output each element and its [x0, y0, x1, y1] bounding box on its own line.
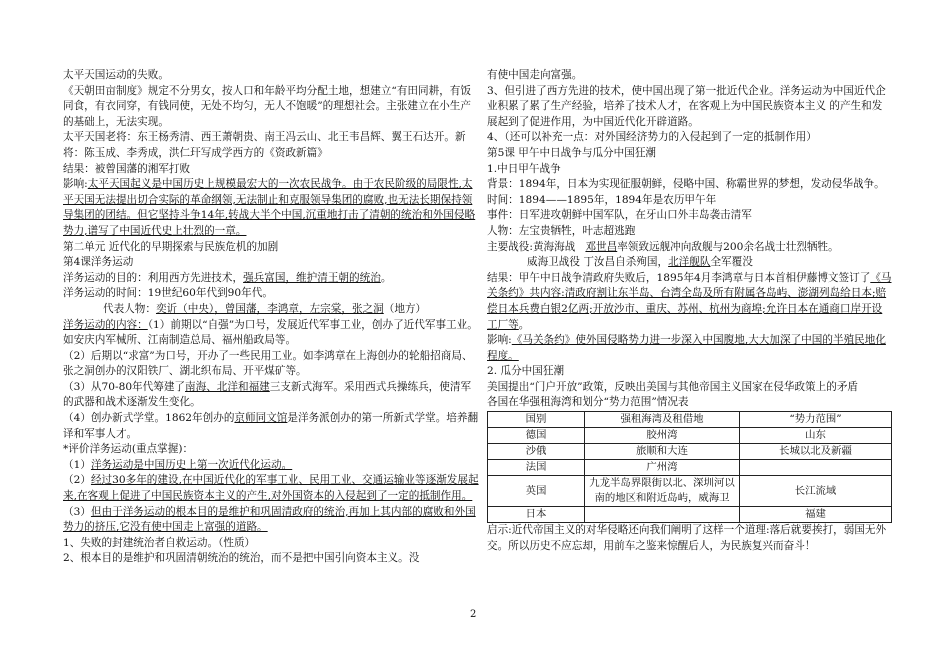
text-line: 3、但引进了西方先进的技术，使中国出现了第一批近代企业。洋务运动为中国近代企业积累了累了生产经验，培养了技术人才，在客观上为中国民族资本主义 的产生和发展起到了促进作用，为中国近代化开辟道路。 [487, 84, 886, 128]
yangwu-content-1: 洋务运动的内容：（1）前期以“自强”为口号，发展近代军事工业，创办了近代军事工业。如安庆内军械所、江南制造总局、福州船政局等。 [63, 318, 478, 347]
table-cell [585, 507, 740, 523]
yangwu-representatives: 代表人物：奕䜣（中央），曾国藩，李鸿章，左宗棠，张之洞（地方） [103, 302, 427, 315]
text-line: 有使中国走向富强。 [487, 69, 583, 81]
text-line: 《天朝田亩制度》规定不分男女，按人口和年龄平均分配土地，想建立“有田同耕，有饭同食，有衣同穿，有钱同使，无处不均匀，无人不饱暖”的理想社会。主张建立在小生产的基础上，无法实现。 [63, 84, 471, 128]
text-line: 4、（还可以补充一点：对外国经济势力的入侵起到了一定的抵制作用） [487, 131, 817, 144]
table-cell: 沙俄 [488, 444, 585, 460]
war-background: 背景：1894年，日本为实现征服朝鲜，侵略中国、称霸世界的梦想，发动侵华战争。 [487, 178, 885, 191]
conclusion-1: 1、失败的封建统治者自救运动。（性质） [63, 536, 256, 549]
table-row [488, 476, 892, 507]
table-row [488, 507, 892, 523]
table-cell: 德国 [488, 428, 585, 444]
war-time: 时间：1894——1895年，1894年是农历甲午年 [487, 193, 717, 206]
table-cell: 山东 [740, 428, 892, 444]
table-cell: 胶州湾 [585, 428, 740, 444]
table-row [488, 444, 892, 460]
evaluation-2: （2）经过30多年的建设,在中国近代化的军事工业、民用工业、交通运输业等逐渐发展起来,在客观上促进了中国民族资本主义的产生,对外国资本的入侵起到了一定的抵制作用。 [63, 474, 479, 503]
yangwu-content-3: （3）从70-80年代筹建了南海、北洋和福建三支新式海军。采用西式兵操练兵，使清军的武器和战术逐渐发生变化。 [63, 380, 472, 409]
table-row [488, 428, 892, 444]
table-cell [740, 460, 892, 476]
table-cell: 长城以北及新疆 [740, 444, 892, 460]
table-header: 强租海湾及租借地 [585, 412, 740, 428]
table-cell: 广州湾 [585, 460, 740, 476]
yangwu-time: 洋务运动的时间：19世纪60年代到90年代。 [63, 287, 273, 300]
table-row [488, 460, 892, 476]
war-result: 结果：甲午中日战争清政府失败后，1895年4月李鸿章与日本首相伊藤博文签订了《马关条约》共内容:清政府割让东半岛、台湾全岛及所有附属各岛屿、澎湖列岛给日本;赔偿日本兵费白银2亿两;开放沙市、重庆、苏州、杭州为商埠;允许日本在通商口岸开设工厂等。 [487, 271, 892, 331]
table-cell: 英国 [488, 476, 585, 507]
evaluation-title: *评价洋务运动(重点掌握)： [63, 443, 194, 456]
yangwu-purpose: 洋务运动的目的：利用西方先进技术，强兵富国，维护清王朝的统治。 [63, 271, 392, 284]
text-line: 结果：被曾国藩的湘军打败 [63, 162, 191, 175]
table-cell: 九龙半岛界限街以北、深圳河以南的地区和附近岛屿，威海卫 [585, 476, 740, 507]
unit-title: 第二单元 近代化的早期探索与民族危机的加剧 [63, 240, 279, 253]
text-line: 太平天国运动的失败。 [63, 69, 169, 81]
war-people: 人物：左宝贵牺牲，叶志超逃跑 [487, 224, 636, 237]
war-event: 事件：日军进攻朝鲜中国军队，在牙山口外丰岛袭击清军 [487, 209, 752, 222]
right-column [487, 68, 892, 554]
revelation: 启示:近代帝国主义的对华侵略还向我们阐明了这样一个道理:落后就要挨打，弱国无外交。所以历史不应忘却，用前车之鉴来惊醒后人，为民族复兴而奋斗！ [487, 524, 887, 552]
table-caption: 各国在华强租海湾和划分“势力范围”情况表 [487, 396, 689, 409]
table-header: “势力范围” [740, 412, 892, 428]
sphere-table [487, 411, 892, 523]
taiping-influence: 影响:太平天国起义是中国历史上规模最宏大的一次农民战争。由于农民阶级的局限性,太平天国无法提出切合实际的革命纲领,无法制止和克服领导集团的腐败,也无法长期保持领导集团的团结。但它坚持斗争14年,转战大半个中国,沉重地打击了清朝的统治和外国侵略势力,谱写了中国近代史上壮烈的一章。 [63, 178, 476, 237]
yangwu-content-4: （4）创办新式学堂。1862年创办的京师同文馆是洋务派创办的第一所新式学堂。培养翻译和军事人才。 [63, 412, 479, 440]
table-cell: 法国 [488, 460, 585, 476]
text-line: 太平天国老将：东王杨秀清、西王萧朝贵、南王冯云山、北王韦昌辉、翼王石达开。新将：陈玉成、李秀成，洪仁玕写成学西方的《资政新篇》 [63, 131, 466, 159]
table-cell: 福建 [740, 507, 892, 523]
open-door-policy: 美国提出“门户开放”政策，反映出美国与其他帝国主义国家在侵华政策上的矛盾 [487, 380, 859, 393]
war-weihai: 威海卫战役 丁汝昌自杀殉国，北洋舰队全军覆没 [527, 256, 753, 269]
conclusion-2: 2、根本目的是维护和巩固清朝统治的统治，而不是把中国引向资本主义。没 [63, 552, 420, 565]
table-cell: 旅顺和大连 [585, 444, 740, 460]
table-cell: 日本 [488, 507, 585, 523]
war-battle: 主要战役:黄海海战 邓世昌率领致远舰冲向敌舰与200余名战士壮烈牺牲。 [487, 240, 839, 253]
evaluation-3: （3）但由于洋务运动的根本目的是维护和巩固清政府的统治,再加上其内部的腐败和外国势力的挤压,它没有使中国走上富强的道路。 [63, 505, 476, 534]
page-number: 2 [470, 609, 477, 620]
table-header-row [488, 412, 892, 428]
lesson-title: 第5课 甲午中日战争与瓜分中国狂潮 [487, 146, 657, 159]
section-title: 1.中日甲午战争 [487, 162, 561, 175]
yangwu-content-2: （2）后期以“求富”为口号，开办了一些民用工业。如李鸿章在上海创办的轮船招商局、张之洞创办的汉阳铁厂、湖北织布局、开平煤矿等。 [63, 349, 473, 378]
evaluation-1: （1）洋务运动是中国历史上第一次近代化运动。 [63, 458, 293, 471]
left-column [63, 68, 479, 567]
section-title: 2. 瓜分中国狂潮 [487, 365, 565, 378]
table-cell: 长江流域 [740, 476, 892, 507]
lesson-title: 第4课洋务运动 [63, 256, 134, 269]
table-header: 国别 [488, 412, 585, 428]
war-influence: 影响:《马关条约》使外国侵略势力进一步深入中国腹地,大大加深了中国的半殖民地化程度。 [487, 334, 886, 362]
